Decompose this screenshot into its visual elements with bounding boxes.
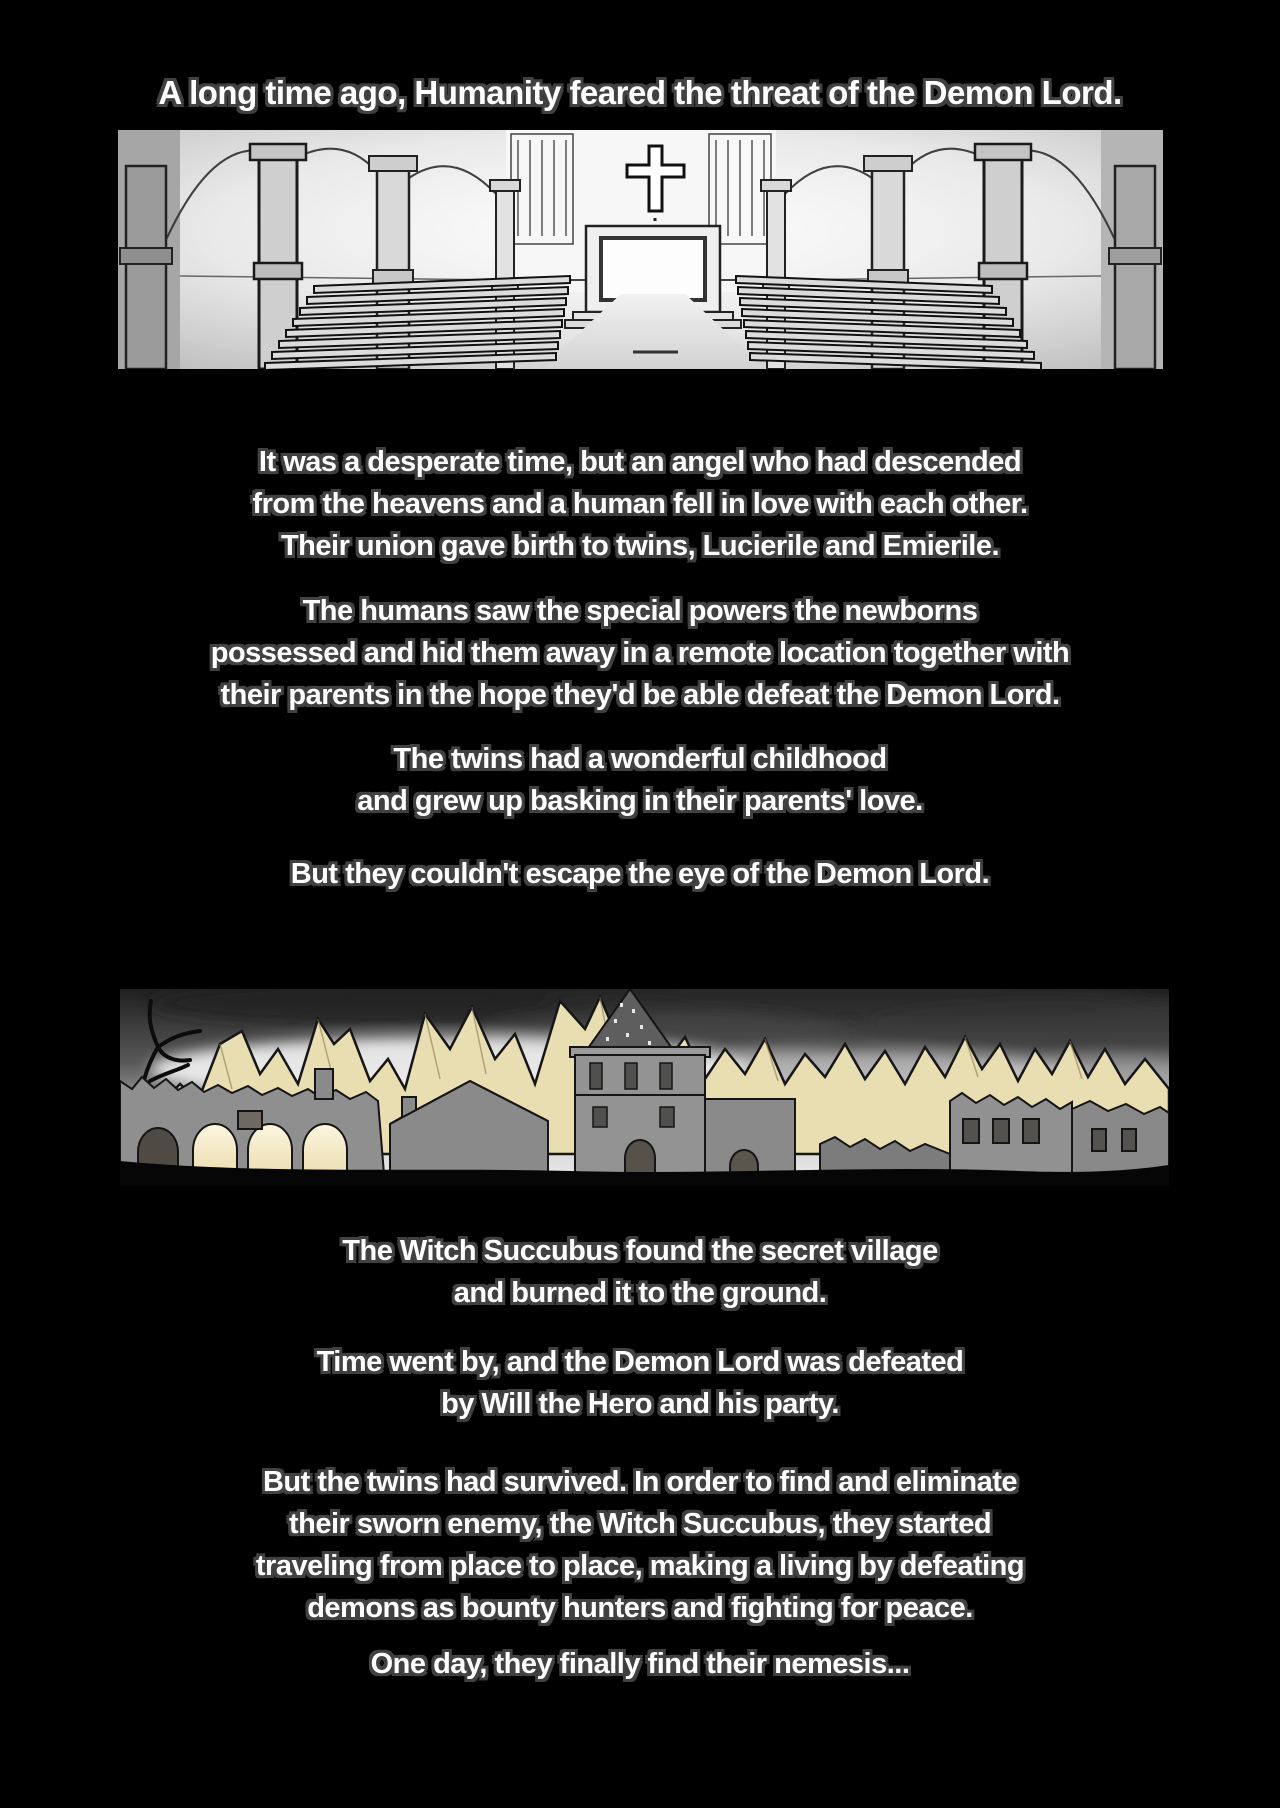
narration-line: But the twins had survived. In order to find and eliminate — [262, 1466, 1018, 1498]
narration-paragraph — [0, 441, 1280, 567]
narration-line: One day, they finally find their nemesis... — [370, 1648, 910, 1680]
narration-paragraph — [0, 1461, 1280, 1629]
narration-line: traveling from place to place, making a living by defeating — [255, 1550, 1025, 1582]
narration-line: But they couldn't escape the eye of the Demon Lord. — [290, 858, 990, 890]
church-panel-illustration — [118, 130, 1163, 369]
narration-paragraph — [0, 590, 1280, 716]
narration-paragraph — [0, 853, 1280, 895]
narration-line: Their union gave birth to twins, Lucierile and Emierile. — [280, 530, 1000, 562]
narration-paragraph — [0, 1341, 1280, 1425]
narration-paragraph — [0, 1230, 1280, 1314]
ruined-village-panel-illustration — [120, 989, 1169, 1186]
narration-line: The humans saw the special powers the newborns — [302, 595, 978, 627]
narration-line: It was a desperate time, but an angel who had descended — [258, 446, 1022, 478]
narration-line: by Will the Hero and his party. — [441, 1388, 839, 1420]
narration-line: from the heavens and a human fell in love with each other. — [252, 488, 1028, 520]
narration-line: demons as bounty hunters and fighting for peace. — [307, 1592, 973, 1624]
narration-line: their parents in the hope they'd be able defeat the Demon Lord. — [220, 679, 1060, 711]
narration-line: possessed and hid them away in a remote location together with — [210, 637, 1070, 669]
narration-line: and burned it to the ground. — [453, 1277, 827, 1309]
narration-paragraph — [0, 1643, 1280, 1685]
narration-line: Time went by, and the Demon Lord was defeated — [316, 1346, 964, 1378]
narration-line: The Witch Succubus found the secret village — [342, 1235, 938, 1267]
narration-line: The twins had a wonderful childhood — [393, 743, 887, 775]
narration-line: and grew up basking in their parents' love. — [357, 785, 923, 817]
narration-title: A long time ago, Humanity feared the threat of the Demon Lord. — [158, 74, 1122, 111]
narration-paragraph — [0, 738, 1280, 822]
church-interior-drawing — [118, 130, 1163, 369]
ruined-village-drawing — [120, 989, 1169, 1186]
narration-line: their sworn enemy, the Witch Succubus, they started — [288, 1508, 992, 1540]
